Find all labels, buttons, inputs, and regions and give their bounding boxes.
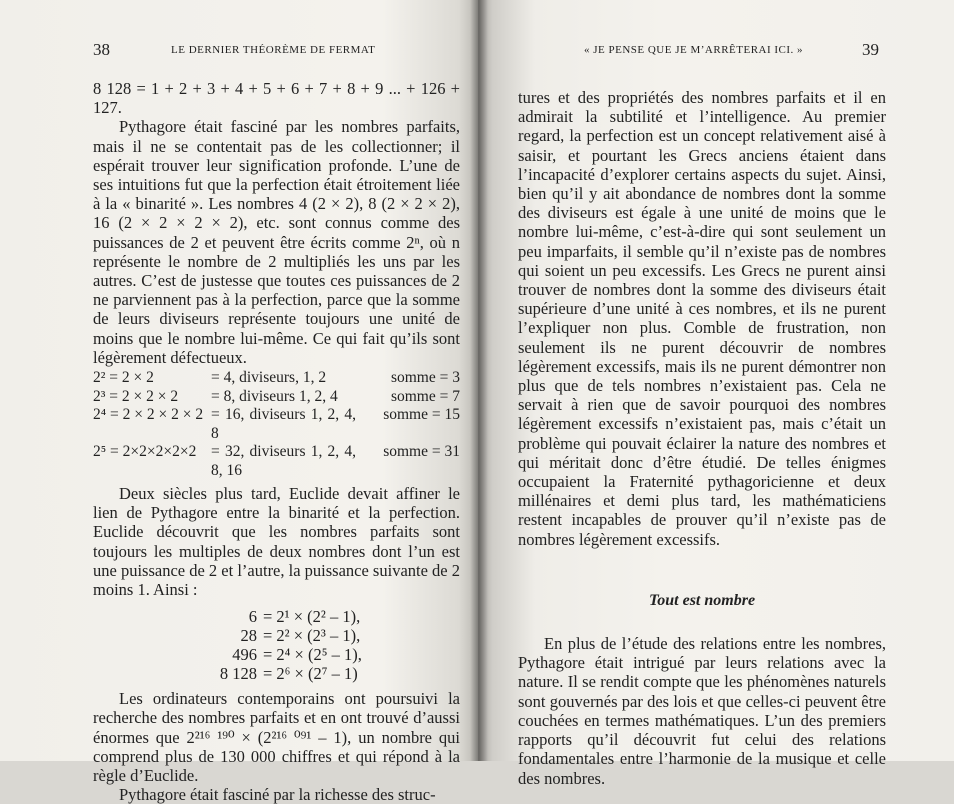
perfect-number-row <box>199 664 460 683</box>
right-page <box>478 0 954 788</box>
perfect-numbers-list <box>199 607 460 683</box>
right-page-number: 39 <box>862 40 879 59</box>
perfect-number: 496 <box>232 645 257 665</box>
power-sum: somme = 31 <box>383 443 460 461</box>
power-expr: 2⁵ = 2×2×2×2×2 <box>93 443 197 461</box>
section-title: Tout est nombre <box>648 591 756 609</box>
perfect-number: 28 <box>240 626 257 646</box>
power-sum: somme = 3 <box>390 369 460 387</box>
perfect-number: 8 128 <box>219 664 257 684</box>
power-value: = 4, diviseurs, 1, 2 <box>211 369 327 387</box>
right-running-head: « JE PENSE QUE JE M’ARRÊTERAI ICI. » <box>584 44 804 56</box>
opening-line: 8 128 = 1 + 2 + 3 + 4 + 5 + 6 + 7 + 8 + 9 ... + 126 + 127. <box>93 79 460 118</box>
power-sum: somme = 7 <box>390 387 460 405</box>
left-paragraph-3: Les ordinateurs contemporains ont poursuivi la recherche des nombres parfaits et en ont trouvé d’aussi énormes que 2²¹⁶ ¹⁹⁰ × (2²¹⁶ ⁰⁹¹ – 1), un nombre qui comprend plus de 130 000 chiffres et qui répond à la règle d’Euclide. <box>93 689 460 786</box>
perfect-number: 6 <box>248 607 257 627</box>
powers-row <box>93 388 460 407</box>
perfect-formula: = 2¹ × (2² – 1), <box>263 607 361 627</box>
right-paragraph-1: tures et des propriétés des nombres parfaits et il en admirait la subtilité et l’intelligence. Au premier regard, la perfection est un concept relativement aisé à saisir, et pourtant les Grecs anciens étaient dans l’incapacité d’explorer certains aspects du sujet. Ainsi, bien qu’il y ait abondance de nombres dont la somme des diviseurs est égale à une unité de moins que le nombre lui-même, c’est-à-dire qui sont seulement un peu imparfaits, il semble qu’il n’existe pas de nombres qui soient un peu excessifs. Les Grecs ne purent ainsi trouver de nombres dont la somme des diviseurs était supérieure d’une unité à ces nombres, et ils ne purent l’expliquer non plus. Comble de frustration, non seulement ils ne purent découvrir de nombres légèrement excessifs, mais ils ne purent démontrer non plus que de tels nombres n’existaient pas. Cela ne servait à rien que de savoir pourquoi des nombres légèrement excessifs n’existaient pas, mais c’était un problème qui pouvait éclairer la nature des nombres et qui méritait donc d’être étudié. De telles énigmes occupaient la Fraternité pythagoricienne et deux millénaires et demi plus tard, les mathématiciens restent incapables de prouver qu’il n’existe pas de nombres légèrement excessifs. <box>518 88 886 549</box>
book-gutter-shadow <box>470 0 488 761</box>
perfect-number-row <box>199 645 460 664</box>
left-paragraph-4: Pythagore était fasciné par la richesse des struc- <box>119 785 436 804</box>
perfect-formula: = 2² × (2³ – 1), <box>263 626 361 646</box>
powers-row <box>93 443 460 480</box>
perfect-number-row <box>199 626 460 645</box>
right-paragraph-2: En plus de l’étude des relations entre les nombres, Pythagore était intrigué par leurs relations avec la nature. Il se rendit compte que les phénomènes naturels sont gouvernés par des lois et que celles-ci peuvent être couchées en termes mathématiques. L’un des premiers rapports qu’il découvrit fut celui des relations fondamentales entre l’harmonie de la musique et celle des nombres. <box>518 634 886 788</box>
powers-row <box>93 369 460 388</box>
power-value: = 32, diviseurs 1, 2, 4, 8, 16 <box>211 443 356 479</box>
power-expr: 2² = 2 × 2 <box>93 369 154 387</box>
perfect-formula: = 2⁴ × (2⁵ – 1), <box>263 645 362 665</box>
power-value: = 16, diviseurs 1, 2, 4, 8 <box>211 406 356 442</box>
right-page-body <box>518 88 886 788</box>
left-page-number: 38 <box>93 40 110 59</box>
power-value: = 8, diviseurs 1, 2, 4 <box>211 387 338 405</box>
perfect-number-row <box>199 607 460 626</box>
left-running-head: LE DERNIER THÉORÈME DE FERMAT <box>171 44 376 56</box>
left-page-body <box>93 79 460 804</box>
power-sum: somme = 15 <box>383 406 460 424</box>
power-expr: 2³ = 2 × 2 × 2 <box>93 387 179 405</box>
powers-row <box>93 406 460 443</box>
left-paragraph-2: Deux siècles plus tard, Euclide devait affiner le lien de Pythagore entre la binarité et la perfection. Euclide découvrit que les nombres parfaits sont toujours les multiples de deux nombres dont l’un est une puissance de 2 et l’autre, la puissance suivante de 2 moins 1. Ainsi : <box>93 484 460 600</box>
perfect-formula: = 2⁶ × (2⁷ – 1) <box>263 664 358 684</box>
left-paragraph-1: Pythagore était fasciné par les nombres parfaits, mais il ne se contentait pas de les collectionner; il espérait trouver leur signification profonde. L’une de ses intuitions fut que la perfection était étroitement liée à la « binarité ». Les nombres 4 (2 × 2), 8 (2 × 2 × 2), 16 (2 × 2 × 2 × 2), etc. sont connus comme des puissances de 2 et peuvent être écrits comme 2ⁿ, où n représente le nombre de 2 multipliés les uns par les autres. C’est de justesse que toutes ces puissances de 2 ne parviennent pas à la perfection, parce que la somme de leurs diviseurs représente toujours une unité de moins que le nombre lui-même. Ce qui fait qu’ils sont légèrement défectueux. <box>93 117 460 367</box>
powers-of-two-table <box>93 369 460 480</box>
power-expr: 2⁴ = 2 × 2 × 2 × 2 <box>93 406 204 424</box>
